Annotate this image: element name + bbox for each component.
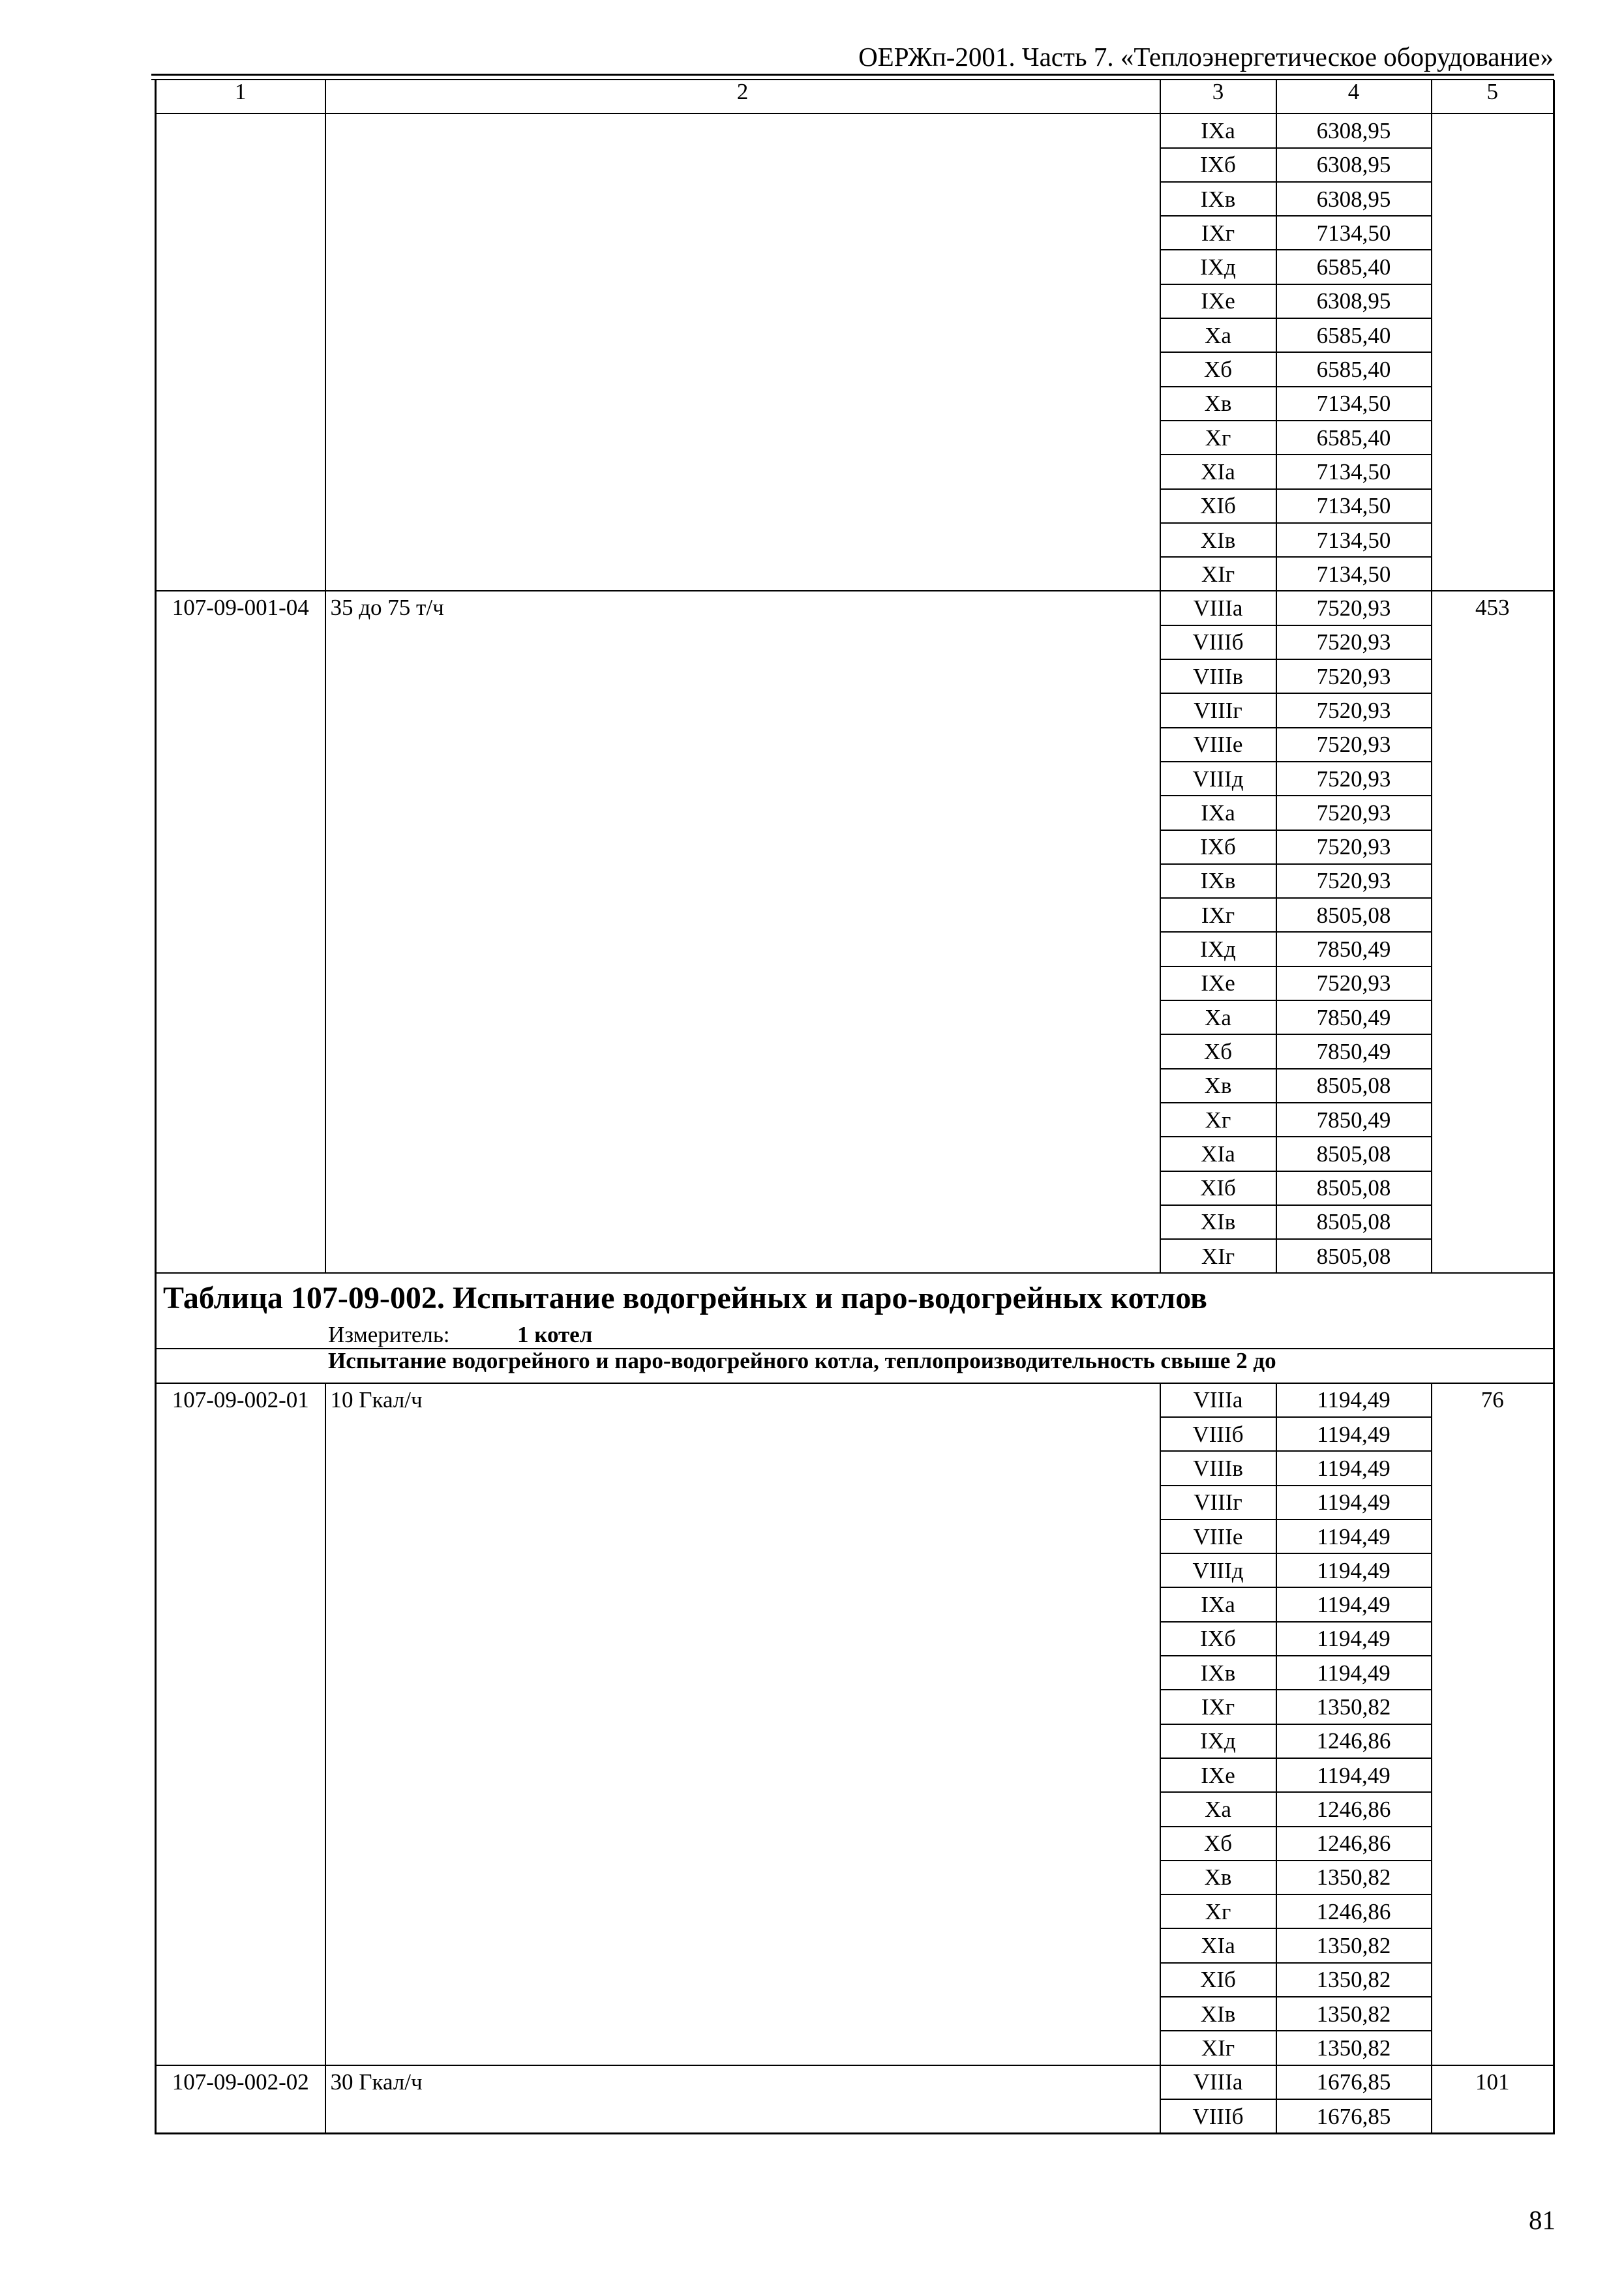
price-value: 7134,50 — [1276, 523, 1432, 557]
work-name: 10 Гкал/ч — [325, 1383, 1160, 2065]
running-header: ОЕРЖп-2001. Часть 7. «Теплоэнергетическое оборудование» — [858, 42, 1554, 72]
price-value: 1194,49 — [1276, 1383, 1432, 1417]
zone-code: XIб — [1160, 1963, 1276, 1997]
price-value: 6585,40 — [1276, 318, 1432, 352]
zone-code: Xб — [1160, 1827, 1276, 1861]
page-number: 81 — [1529, 2205, 1556, 2235]
zone-code: Xа — [1160, 318, 1276, 352]
labor-value: 453 — [1432, 591, 1554, 1273]
zone-code: VIIIг — [1160, 693, 1276, 727]
price-value: 7134,50 — [1276, 557, 1432, 591]
price-value: 7850,49 — [1276, 1103, 1432, 1137]
price-value: 6308,95 — [1276, 182, 1432, 216]
zone-code: Xг — [1160, 1894, 1276, 1928]
zone-code: IXг — [1160, 898, 1276, 932]
zone-code: Xа — [1160, 1792, 1276, 1826]
zone-code: VIIIб — [1160, 2099, 1276, 2134]
price-value: 1676,85 — [1276, 2099, 1432, 2134]
zone-code: IXа — [1160, 1587, 1276, 1621]
price-value: 1350,82 — [1276, 1997, 1432, 2031]
price-value: 1246,86 — [1276, 1792, 1432, 1826]
measure-value: 1 котел — [517, 1322, 593, 1348]
price-value: 7520,93 — [1276, 830, 1432, 864]
zone-code: Xб — [1160, 1034, 1276, 1068]
zone-code: IXд — [1160, 932, 1276, 966]
work-name: 35 до 75 т/ч — [325, 591, 1160, 1273]
price-value: 1350,82 — [1276, 1928, 1432, 1962]
zone-code: VIIIб — [1160, 1417, 1276, 1451]
zone-code: XIв — [1160, 1997, 1276, 2031]
zone-code: Xв — [1160, 1069, 1276, 1103]
position-code: 107-09-002-02 — [156, 2065, 325, 2134]
column-number: 5 — [1432, 80, 1554, 113]
zone-code: IXе — [1160, 284, 1276, 318]
zone-code: XIб — [1160, 1171, 1276, 1205]
table-row — [156, 113, 1554, 147]
zone-code: XIб — [1160, 489, 1276, 523]
measure-label: Измеритель: — [328, 1322, 450, 1348]
price-value: 7850,49 — [1276, 932, 1432, 966]
price-value: 7520,93 — [1276, 659, 1432, 693]
zone-code: Xв — [1160, 1861, 1276, 1894]
price-value: 7520,93 — [1276, 796, 1432, 830]
zone-code: VIIIб — [1160, 625, 1276, 659]
price-value: 1194,49 — [1276, 1417, 1432, 1451]
price-value: 1350,82 — [1276, 1690, 1432, 1724]
price-value: 1246,86 — [1276, 1827, 1432, 1861]
zone-code: XIв — [1160, 1205, 1276, 1239]
table-heading — [156, 1273, 1554, 1349]
price-value: 6585,40 — [1276, 352, 1432, 386]
zone-code: IXе — [1160, 1758, 1276, 1792]
labor-value: 76 — [1432, 1383, 1554, 2065]
zone-code: Xв — [1160, 387, 1276, 421]
price-value: 7134,50 — [1276, 387, 1432, 421]
price-value: 1194,49 — [1276, 1451, 1432, 1485]
labor-value: 101 — [1432, 2065, 1554, 2134]
zone-code: XIг — [1160, 1239, 1276, 1273]
zone-code: IXб — [1160, 1622, 1276, 1656]
price-value: 1350,82 — [1276, 2031, 1432, 2065]
zone-code: XIа — [1160, 1928, 1276, 1962]
price-value: 6585,40 — [1276, 421, 1432, 455]
zone-code: VIIIд — [1160, 1553, 1276, 1587]
zone-code: Xг — [1160, 421, 1276, 455]
price-value: 6308,95 — [1276, 148, 1432, 182]
table-heading-row — [156, 1273, 1554, 1349]
column-number: 3 — [1160, 80, 1276, 113]
column-number: 1 — [156, 80, 325, 113]
zone-code: VIIIв — [1160, 659, 1276, 693]
zone-code: IXг — [1160, 1690, 1276, 1724]
price-value: 7520,93 — [1276, 625, 1432, 659]
price-value: 1194,49 — [1276, 1553, 1432, 1587]
zone-code: IXе — [1160, 966, 1276, 1000]
price-value: 6585,40 — [1276, 250, 1432, 284]
table-row — [156, 1383, 1554, 1417]
zone-code: IXв — [1160, 1656, 1276, 1690]
rates-table — [155, 80, 1555, 2134]
price-value: 7850,49 — [1276, 1034, 1432, 1068]
price-value: 7520,93 — [1276, 966, 1432, 1000]
price-value: 8505,08 — [1276, 1239, 1432, 1273]
zone-code: Xа — [1160, 1000, 1276, 1034]
position-code: 107-09-001-04 — [156, 591, 325, 1273]
column-number: 2 — [325, 80, 1160, 113]
price-value: 1350,82 — [1276, 1963, 1432, 1997]
price-value: 7520,93 — [1276, 864, 1432, 898]
labor-value — [1432, 113, 1554, 591]
zone-code: IXа — [1160, 796, 1276, 830]
section-description-text: Испытание водогрейного и паро-водогрейного котла, теплопроизводительность свыше 2 до — [328, 1349, 1276, 1374]
zone-code: IXв — [1160, 182, 1276, 216]
rates-table-body — [156, 80, 1554, 2134]
table-row — [156, 2065, 1554, 2099]
price-value: 7134,50 — [1276, 489, 1432, 523]
zone-code: IXа — [1160, 113, 1276, 147]
zone-code: IXб — [1160, 830, 1276, 864]
zone-code: VIIIд — [1160, 762, 1276, 796]
zone-code: VIIIе — [1160, 1519, 1276, 1553]
price-value: 1194,49 — [1276, 1758, 1432, 1792]
price-value: 1676,85 — [1276, 2065, 1432, 2099]
price-value: 7134,50 — [1276, 216, 1432, 250]
price-value: 6308,95 — [1276, 284, 1432, 318]
measure-line — [157, 1322, 1553, 1348]
price-value: 8505,08 — [1276, 1137, 1432, 1171]
price-value: 1194,49 — [1276, 1519, 1432, 1553]
zone-code: IXв — [1160, 864, 1276, 898]
price-value: 1350,82 — [1276, 1861, 1432, 1894]
price-value: 8505,08 — [1276, 898, 1432, 932]
zone-code: VIIIа — [1160, 591, 1276, 625]
header-rule — [151, 74, 1554, 76]
work-name — [325, 113, 1160, 591]
table-title: Таблица 107-09-002. Испытание водогрейных и паро-водогрейных котлов — [163, 1281, 1207, 1316]
zone-code: VIIIг — [1160, 1486, 1276, 1519]
zone-code: Xб — [1160, 352, 1276, 386]
price-value: 7520,93 — [1276, 591, 1432, 625]
zone-code: VIIIв — [1160, 1451, 1276, 1485]
column-number: 4 — [1276, 80, 1432, 113]
price-value: 8505,08 — [1276, 1205, 1432, 1239]
price-value: 1194,49 — [1276, 1656, 1432, 1690]
zone-code: XIв — [1160, 523, 1276, 557]
price-value: 1246,86 — [1276, 1894, 1432, 1928]
zone-code: IXд — [1160, 1724, 1276, 1758]
position-code: 107-09-002-01 — [156, 1383, 325, 2065]
work-name: 30 Гкал/ч — [325, 2065, 1160, 2134]
price-value: 1194,49 — [1276, 1587, 1432, 1621]
zone-code: XIг — [1160, 2031, 1276, 2065]
position-code — [156, 113, 325, 591]
price-value: 7520,93 — [1276, 693, 1432, 727]
zone-code: IXб — [1160, 148, 1276, 182]
table-row — [156, 591, 1554, 625]
zone-code: VIIIа — [1160, 1383, 1276, 1417]
zone-code: IXг — [1160, 216, 1276, 250]
price-value: 1194,49 — [1276, 1622, 1432, 1656]
section-description-row — [156, 1349, 1554, 1383]
zone-code: VIIIа — [1160, 2065, 1276, 2099]
price-value: 7520,93 — [1276, 728, 1432, 762]
zone-code: XIг — [1160, 557, 1276, 591]
price-value: 1194,49 — [1276, 1486, 1432, 1519]
section-description — [156, 1349, 1554, 1383]
column-numbers-row — [156, 80, 1554, 113]
price-value: 6308,95 — [1276, 113, 1432, 147]
zone-code: Xг — [1160, 1103, 1276, 1137]
price-value: 7134,50 — [1276, 455, 1432, 488]
price-value: 7850,49 — [1276, 1000, 1432, 1034]
zone-code: XIа — [1160, 455, 1276, 488]
zone-code: VIIIе — [1160, 728, 1276, 762]
zone-code: IXд — [1160, 250, 1276, 284]
price-value: 7520,93 — [1276, 762, 1432, 796]
price-value: 1246,86 — [1276, 1724, 1432, 1758]
price-value: 8505,08 — [1276, 1069, 1432, 1103]
zone-code: XIа — [1160, 1137, 1276, 1171]
price-value: 8505,08 — [1276, 1171, 1432, 1205]
